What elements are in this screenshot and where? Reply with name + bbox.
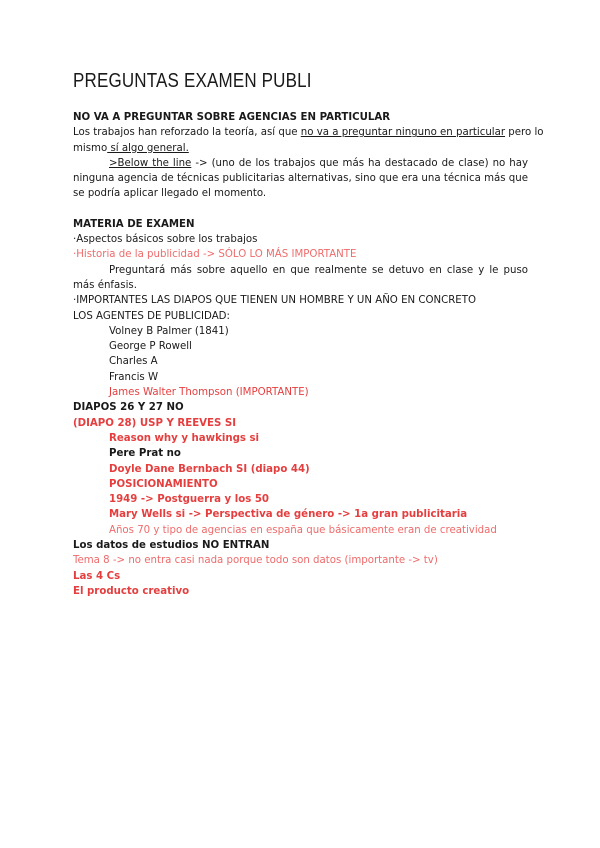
text-span: -> (uno de los trabajos que más ha destacado de clase) no hay ninguna agencia de técnicas publicitarias alternativas, sino que era una técnica más que se podría aplicar llegado el momento. [73,157,528,200]
list-item: POSICIONAMIENTO [109,478,218,490]
underlined-text: no va a preguntar ninguno en particular [300,127,506,139]
section-heading-materia: MATERIA DE EXAMEN [73,218,195,230]
list-item: ·Historia de la publicidad -> SÓLO LO MÁS IMPORTANTE [73,249,357,261]
spacer [73,202,528,217]
usp-heading: (DIAPO 28) USP Y REEVES SI [73,417,237,429]
page-title: PREGUNTAS EXAMEN PUBLI [73,70,312,92]
list-item: Mary Wells si -> Perspectiva de género -> 1a gran publicitaria [109,509,468,521]
list-item: ·IMPORTANTES LAS DIAPOS QUE TIENEN UN HOMBRE Y UN AÑO EN CONCRETO [73,295,476,307]
text-span: pero lo [505,127,544,139]
list-item: Doyle Dane Bernbach SI (diapo 44) [109,463,310,475]
list-item: El producto creativo [73,585,190,597]
diapos-heading: DIAPOS 26 Y 27 NO [73,402,184,414]
underlined-text: sí algo general. [107,142,189,154]
paragraph-line-2 [73,141,528,156]
text-span: Los trabajos han reforzado la teoría, así que [73,127,301,139]
list-item: Pere Prat no [109,448,181,460]
list-item: Tema 8 -> no entra casi nada porque todo son datos (importante -> tv) [73,555,438,567]
underlined-text: >Below the line [109,157,192,169]
agent-item: Charles A [109,356,158,368]
list-item: Las 4 Cs [73,570,121,582]
document-body [73,110,544,599]
agent-item: Volney B Palmer (1841) [109,325,229,337]
estudios-heading: Los datos de estudios NO ENTRAN [73,540,270,552]
section-heading-agencias: NO VA A PREGUNTAR SOBRE AGENCIAS EN PARTICULAR [73,112,391,123]
paragraph-line-1 [73,125,544,140]
list-item: 1949 -> Postguerra y los 50 [109,494,270,506]
list-item: Reason why y hawkings si [109,432,260,444]
below-the-line-paragraph [73,156,528,202]
agent-item-important: James Walter Thompson (IMPORTANTE) [109,387,309,399]
agent-item: Francis W [109,371,159,383]
list-item: LOS AGENTES DE PUBLICIDAD: [73,310,230,322]
text-span: mismo [73,142,108,154]
paragraph: Preguntará más sobre aquello en que realmente se detuvo en clase y le puso más énfasis. [73,264,528,291]
agent-item: George P Rowell [109,341,192,353]
list-item: Años 70 y tipo de agencias en españa que básicamente eran de creatividad [109,524,497,536]
list-item: ·Aspectos básicos sobre los trabajos [73,234,258,246]
